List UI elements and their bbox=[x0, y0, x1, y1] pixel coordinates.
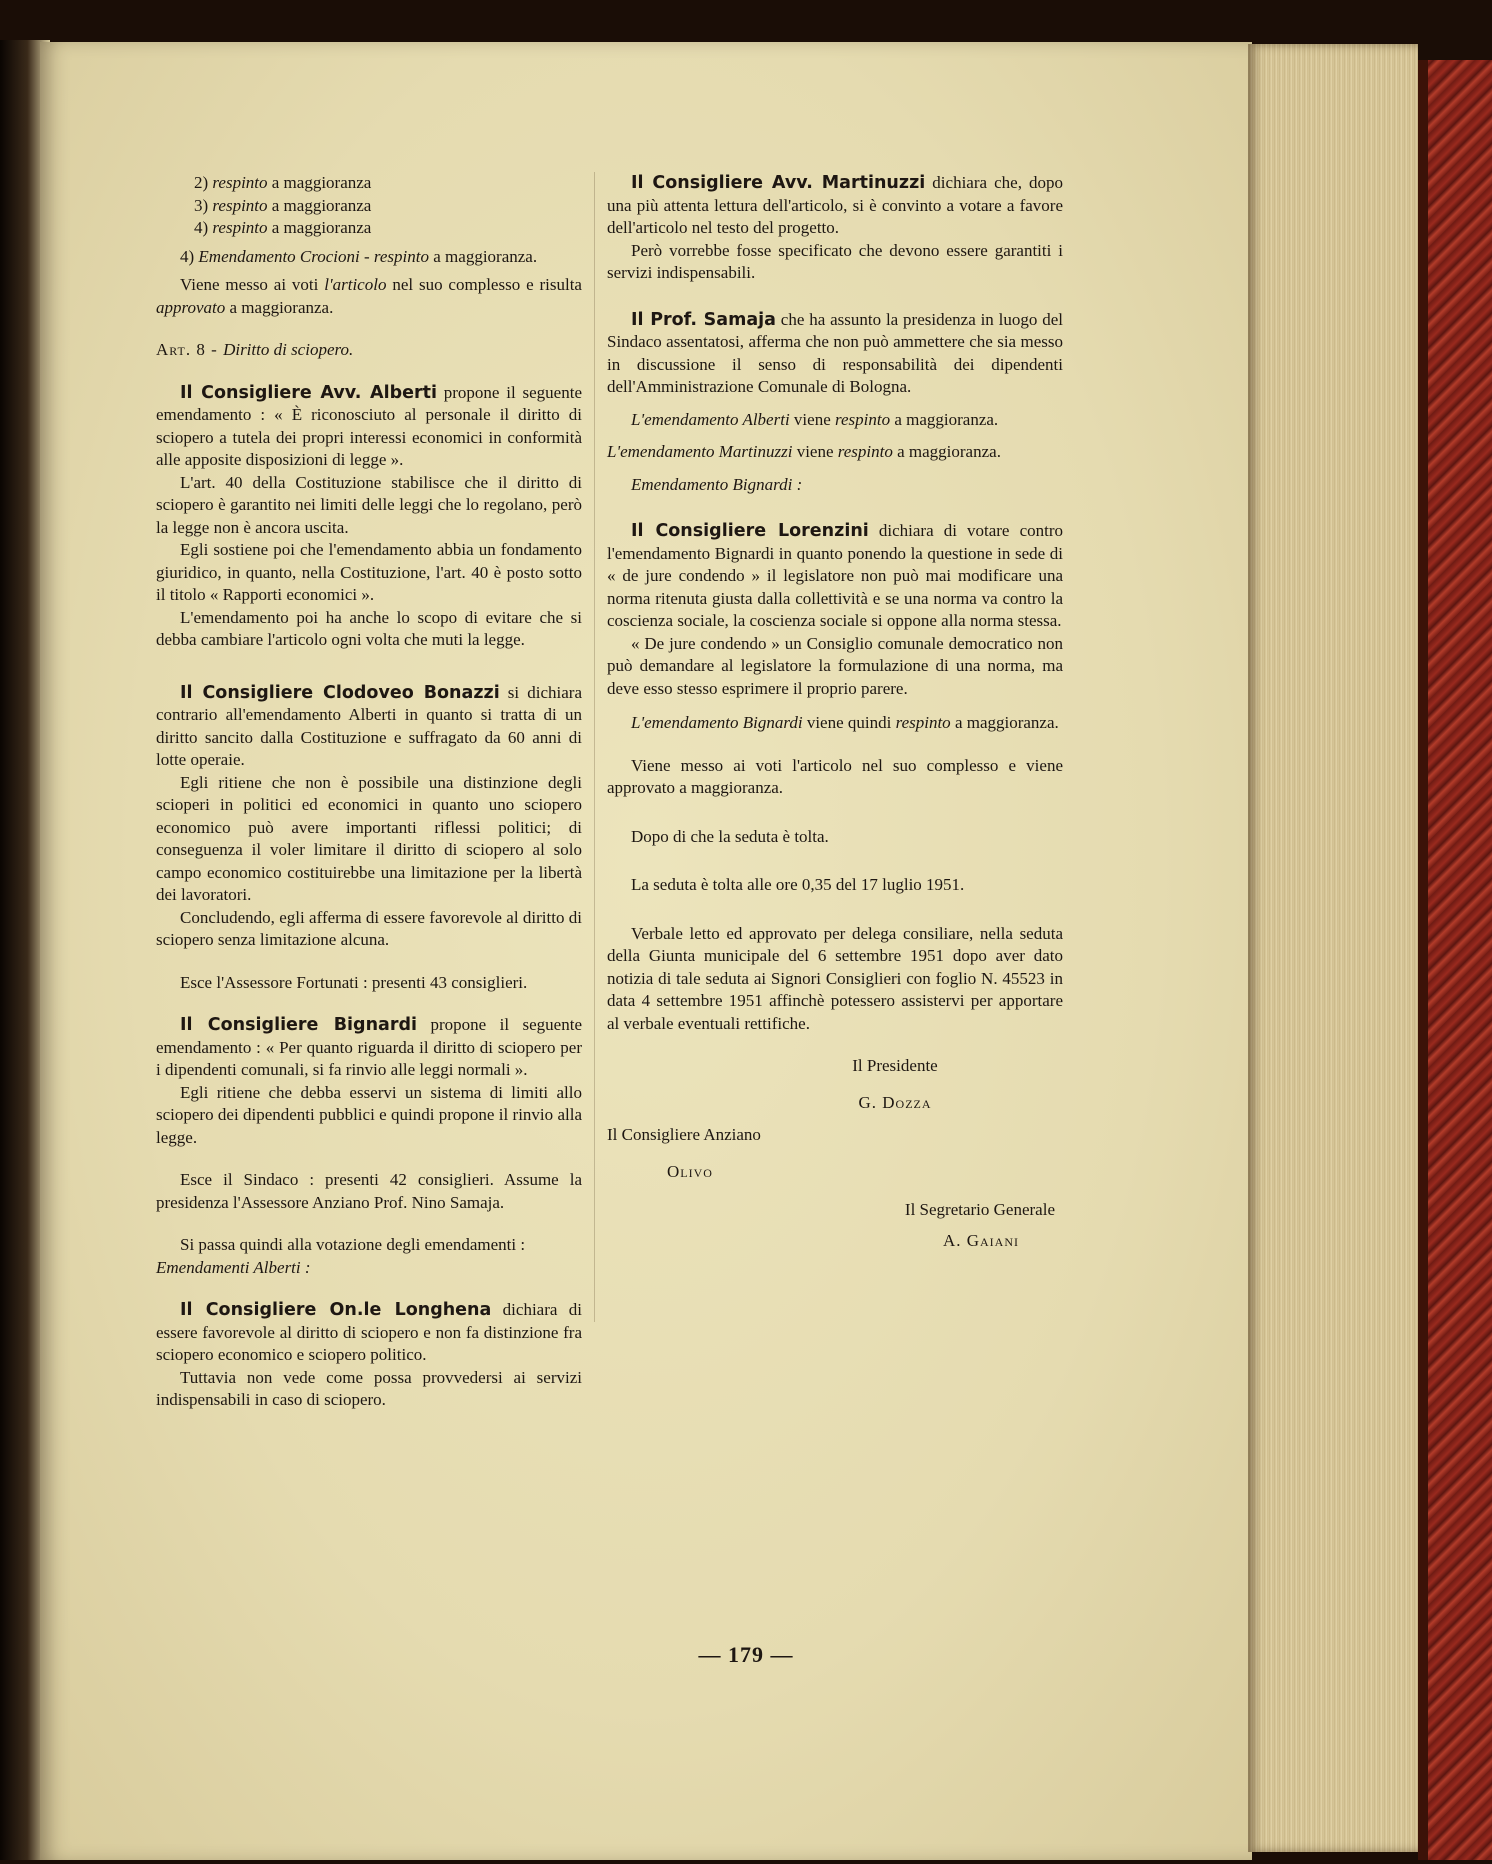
fortunati-note: Esce l'Assessore Fortunati : presenti 43 consiglieri. bbox=[180, 972, 528, 992]
seduta-ora: La seduta è tolta alle ore 0,35 del 17 luglio 1951. bbox=[631, 875, 965, 894]
left-column bbox=[156, 172, 582, 1412]
presidente-label: Il Presidente bbox=[852, 1056, 938, 1075]
samaja-paragraph: Il Prof. Samaja che ha assunto la presidenza in luogo del Sindaco assentatosi, afferma che non può ammettere che sia messo in discussione il senso di responsabilità dei dipendenti dell'Amministrazione Comunale di Bologna. bbox=[607, 309, 1063, 396]
page-number: — 179 — bbox=[698, 1642, 794, 1667]
column-divider bbox=[594, 172, 595, 1322]
vote-result-2: 2) respinto a maggioranza bbox=[194, 173, 372, 192]
longhena-paragraph: Il Consigliere On.le Longhena dichiara di essere favorevole al diritto di sciopero e non fa distinzione fra sciopero economico e sciopero politico. bbox=[156, 1300, 582, 1364]
emendamento-bignardi-heading: Emendamento Bignardi : bbox=[631, 474, 803, 494]
martinuzzi-paragraph-2: Però vorrebbe fosse specificato che devono essere garantiti i servizi indispensabili. bbox=[607, 240, 1063, 282]
emendamenti-alberti-heading: Emendamenti Alberti : bbox=[156, 1257, 311, 1277]
cover-spine-edge bbox=[1418, 60, 1428, 1860]
longhena-paragraph-2: Tuttavia non vede come possa provvedersi ai servizi indispensabili in caso di sciopero. bbox=[156, 1367, 582, 1409]
vote-result-3: 3) respinto a maggioranza bbox=[194, 195, 372, 215]
segretario-name: A. Gaiani bbox=[942, 1230, 1019, 1250]
anziano-name: Olivo bbox=[667, 1161, 713, 1181]
alberti-paragraph: Il Consigliere Avv. Alberti propone il seguente emendamento : « È riconosciuto al personale il diritto di sciopero a tutela dei propri interessi economici in conformità alle apposite disposizioni di legge ». bbox=[156, 382, 582, 469]
bonazzi-paragraph: Il Consigliere Clodoveo Bonazzi si dichiara contrario all'emendamento Alberti in quanto si tratta di un diritto sancito dalla Costituzione e suffragato da 60 anni di lotte operaie. bbox=[156, 682, 582, 769]
votazione-note: Si passa quindi alla votazione degli emendamenti : bbox=[180, 1235, 526, 1254]
alberti-paragraph-3: Egli sostiene poi che l'emendamento abbia un fondamento giuridico, in quanto, nella Costituzione, l'art. 40 è posto sotto il titolo « Rapporti economici ». bbox=[156, 540, 582, 604]
seduta-tolta: Dopo di che la seduta è tolta. bbox=[631, 826, 829, 846]
article-heading: Art. 8 - Diritto di sciopero. bbox=[156, 340, 354, 359]
sindaco-note: Esce il Sindaco : presenti 42 consiglieri. Assume la presidenza l'Assessore Anziano Prof. Nino Samaja. bbox=[156, 1170, 582, 1212]
alberti-paragraph-4: L'emendamento poi ha anche lo scopo di evitare che si debba cambiare l'articolo ogni volta che muti la legge. bbox=[156, 607, 582, 649]
bonazzi-paragraph-3: Concludendo, egli afferma di essere favorevole al diritto di sciopero senza limitazione alcuna. bbox=[156, 907, 582, 949]
lorenzini-paragraph: Il Consigliere Lorenzini dichiara di votare contro l'emendamento Bignardi in quanto ponendo la questione in sede di « de jure condendo » il legislatore non può mai modificare una norma ritenuta giusta dalla collettività e se una norma va contro la coscienza sociale, la coscienza sociale si oppone alla norma stessa. bbox=[607, 521, 1063, 630]
anziano-label: Il Consigliere Anziano bbox=[607, 1125, 761, 1144]
bignardi-paragraph-2: Egli ritiene che debba esservi un sistema di limiti allo sciopero dei dipendenti pubblici e quindi propone il rinvio alla legge. bbox=[156, 1082, 582, 1147]
presidente-name: G. Dozza bbox=[858, 1092, 932, 1112]
verbale-paragraph: Verbale letto ed approvato per delega consiliare, nella seduta della Giunta municipale del 6 settembre 1951 dopo aver dato notizia di tale seduta ai Signori Consiglieri con foglio N. 45523 in data 4 settembre 1951 affinchè potessero assistervi per apportare al verbale eventuali rettifiche. bbox=[607, 923, 1063, 1033]
bignardi-paragraph: Il Consigliere Bignardi propone il seguente emendamento : « Per quanto riguarda il diritto di sciopero per i dipendenti comunali, si fa rinvio alle leggi normali ». bbox=[156, 1015, 582, 1079]
bonazzi-paragraph-2: Egli ritiene che non è possibile una distinzione degli scioperi in politici ed economici in quanto uno sciopero economico può avere importanti riflessi politici; di conseguenza il voler limitare il diritto di sciopero al solo campo economico costituirebbe una limitazione per la libertà dei lavoratori. bbox=[156, 772, 582, 904]
page-edges bbox=[1248, 44, 1418, 1852]
vote-result-4: 4) respinto a maggioranza bbox=[194, 218, 372, 237]
emendamento-alberti-result: L'emendamento Alberti viene respinto a maggioranza. bbox=[631, 409, 999, 429]
article-vote: Viene messo ai voti l'articolo nel suo complesso e risulta approvato a maggioranza. bbox=[156, 275, 582, 317]
segretario-label: Il Segretario Generale bbox=[904, 1200, 1055, 1219]
martinuzzi-paragraph: Il Consigliere Avv. Martinuzzi dichiara che, dopo una più attenta lettura dell'articolo, si è convinto a votare a favore dell'articolo nel testo del progetto. bbox=[607, 173, 1063, 237]
marbled-cover bbox=[1418, 60, 1492, 1860]
emendamento-martinuzzi-result: L'emendamento Martinuzzi viene respinto a maggioranza. bbox=[607, 442, 1001, 461]
articolo-approvato: Viene messo ai voti l'articolo nel suo complesso e viene approvato a maggioranza. bbox=[607, 755, 1063, 797]
emendamento-bignardi-result: L'emendamento Bignardi viene quindi respinto a maggioranza. bbox=[631, 713, 1059, 732]
right-column bbox=[607, 172, 1063, 1252]
vote-result-crocioni: 4) Emendamento Crocioni - respinto a maggioranza. bbox=[180, 246, 538, 266]
lorenzini-paragraph-2: « De jure condendo » un Consiglio comunale democratico non può demandare al legislatore la formulazione di una norma, ma deve esso stesso esprimere il proprio parere. bbox=[607, 633, 1063, 698]
alberti-paragraph-2: L'art. 40 della Costituzione stabilisce che il diritto di sciopero è garantito nei limiti delle leggi che lo regolano, però la legge non è ancora uscita. bbox=[156, 472, 582, 537]
